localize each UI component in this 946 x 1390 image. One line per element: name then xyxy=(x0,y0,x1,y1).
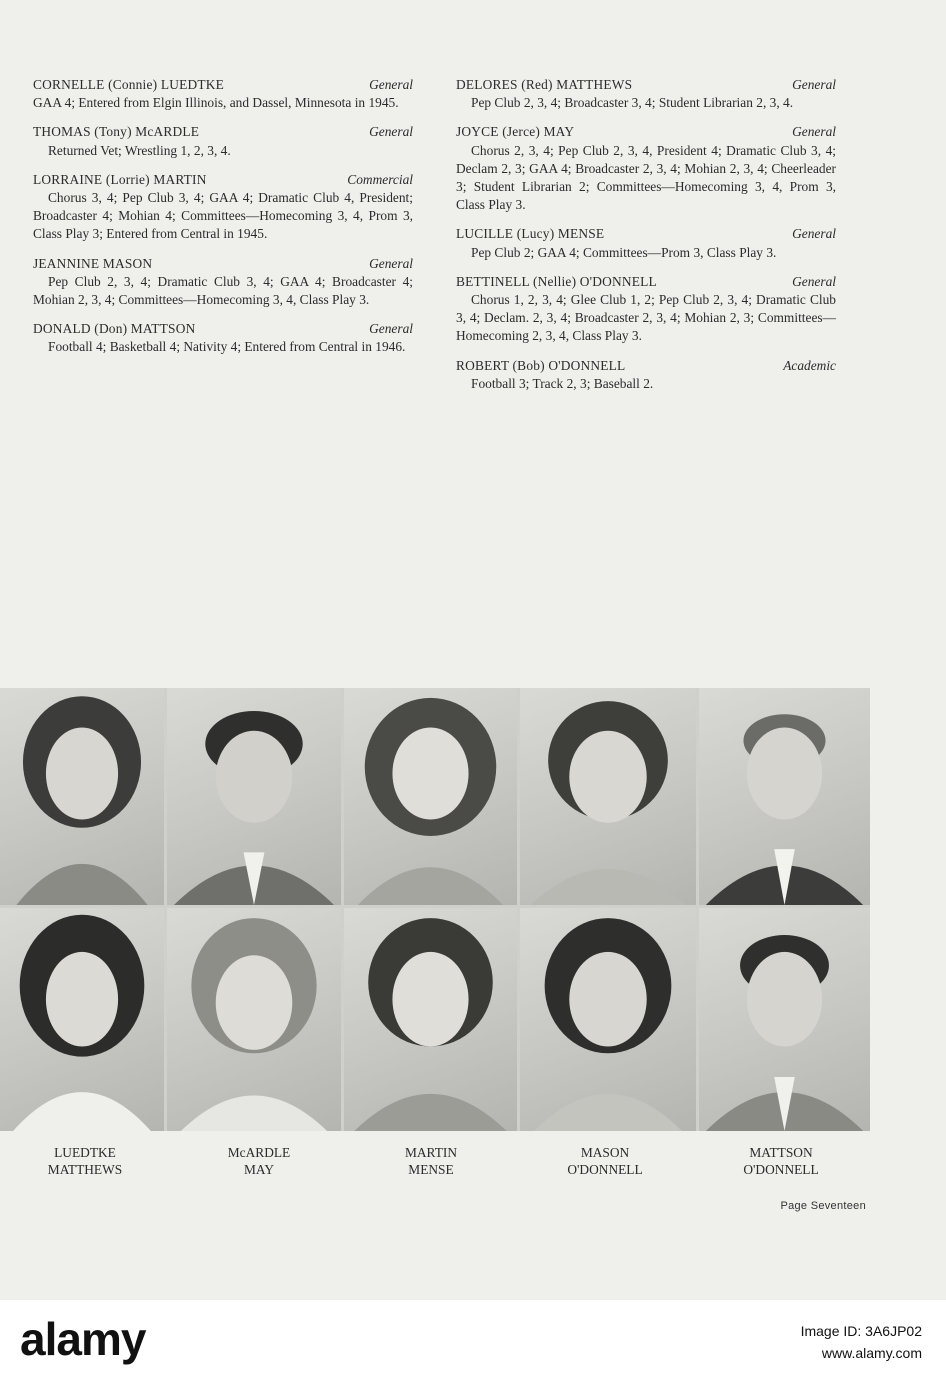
portrait-photo xyxy=(167,908,341,1131)
bio-name: LORRAINE (Lorrie) MARTIN xyxy=(33,171,207,187)
bio-activities: Football 4; Basketball 4; Nativity 4; Entered from Central in 1946. xyxy=(48,339,406,355)
photo-caption xyxy=(10,1144,160,1178)
bio-name: CORNELLE (Connie) LUEDTKE xyxy=(33,77,224,92)
caption-top-name: LUEDTKE xyxy=(54,1145,116,1160)
portrait-photo xyxy=(0,908,164,1131)
bio-entry-luedtke xyxy=(33,76,413,112)
portrait-photo xyxy=(520,688,696,905)
bio-entry-mcardle xyxy=(33,123,413,159)
portrait-photo xyxy=(520,908,696,1131)
bio-activities: Football 3; Track 2, 3; Baseball 2. xyxy=(471,375,654,391)
bio-activities: Pep Club 2; GAA 4; Committees—Prom 3, Class Play 3. xyxy=(471,244,777,260)
page-number: Page Seventeen xyxy=(780,1200,866,1212)
photo-caption xyxy=(184,1144,334,1178)
bio-course: General xyxy=(369,255,413,271)
caption-bottom-name: O'DONNELL xyxy=(743,1162,819,1177)
portrait-photo xyxy=(699,688,870,905)
caption-bottom-name: O'DONNELL xyxy=(567,1162,643,1177)
bio-entry-mense xyxy=(456,225,836,261)
bio-entry-bob-odonnell xyxy=(456,357,836,393)
bio-entry-martin xyxy=(33,171,413,244)
bio-name: DONALD (Don) MATTSON xyxy=(33,321,196,337)
bio-name: THOMAS (Tony) McARDLE xyxy=(33,124,200,140)
caption-bottom-name: MAY xyxy=(243,1162,275,1177)
portrait-photo xyxy=(699,908,870,1131)
caption-top-name: MATTSON xyxy=(749,1145,813,1160)
bio-activities: Chorus 2, 3, 4; Pep Club 2, 3, 4, President 4; Dramatic Club 3, 4; Declam 2, 3; GAA 4; Broadcaster 2, 3, 4; Mohian 2, 3, 4; Cheerleader 3; Student Librarian 2; Committees—Homecoming 3, 4, Prom 3, Class Play 3. xyxy=(456,142,836,213)
bio-entry-matthews xyxy=(456,76,836,112)
left-bio-column xyxy=(33,76,413,368)
photo-caption xyxy=(356,1144,506,1178)
caption-top-name: McARDLE xyxy=(227,1145,291,1160)
bio-course: Commercial xyxy=(347,171,413,187)
bio-name: DELORES (Red) MATTHEWS xyxy=(456,77,633,92)
image-id: Image ID: 3A6JP02 xyxy=(800,1323,922,1339)
bio-entry-mason xyxy=(33,255,413,310)
bio-activities: GAA 4; Entered from Elgin Illinois, and Dassel, Minnesota in 1945. xyxy=(33,95,399,111)
bio-name: JEANNINE MASON xyxy=(33,255,153,271)
caption-top-name: MARTIN xyxy=(404,1145,457,1160)
bio-entry-nellie-odonnell xyxy=(456,273,836,346)
bio-activities: Returned Vet; Wrestling 1, 2, 3, 4. xyxy=(48,142,231,158)
bio-course: General xyxy=(369,124,413,140)
bio-activities: Chorus 1, 2, 3, 4; Glee Club 1, 2; Pep Club 2, 3, 4; Dramatic Club 3, 4; Declam. 2, 3, 4; Broadcaster 2, 3, 4; Mohian 2, 3; Committees—Homecoming 2, 3, 4, Class Play 3. xyxy=(456,292,836,344)
bio-name: JOYCE (Jerce) MAY xyxy=(456,124,575,140)
portrait-photo xyxy=(167,688,341,905)
bio-activities: Pep Club 2, 3, 4; Dramatic Club 3, 4; GAA 4; Broadcaster 4; Mohian 2, 3, 4; Committees—Homecoming 3, 4, Class Play 3. xyxy=(33,273,413,308)
image-id-block xyxy=(801,1320,922,1364)
portrait-grid xyxy=(0,688,870,1131)
portrait-photo xyxy=(0,688,164,905)
bio-activities: Pep Club 2, 3, 4; Broadcaster 3, 4; Student Librarian 2, 3, 4. xyxy=(471,95,794,111)
portrait-photo xyxy=(344,908,517,1131)
bio-course: General xyxy=(369,321,413,337)
bio-name: ROBERT (Bob) O'DONNELL xyxy=(456,357,626,373)
caption-bottom-name: MATTHEWS xyxy=(47,1162,123,1177)
bio-course: Academic xyxy=(783,357,836,373)
bio-course: General xyxy=(792,226,836,242)
caption-top-name: MASON xyxy=(580,1145,630,1160)
bio-activities: Chorus 3, 4; Pep Club 3, 4; GAA 4; Dramatic Club 4, President; Broadcaster 4; Mohian 4; Committees—Homecoming 3, 4, Prom 3, Class Play 3; Entered from Central in 1945. xyxy=(33,190,413,242)
bio-name: LUCILLE (Lucy) MENSE xyxy=(456,226,605,242)
alamy-logo: alamy xyxy=(20,1313,146,1365)
bio-entry-mattson xyxy=(33,320,413,356)
photo-caption xyxy=(530,1144,680,1178)
bio-entry-may xyxy=(456,123,836,214)
stock-footer xyxy=(0,1300,946,1390)
bio-course: General xyxy=(792,124,836,140)
bio-course: General xyxy=(369,77,413,92)
site-url: www.alamy.com xyxy=(821,1345,922,1361)
bio-course: General xyxy=(792,273,836,289)
bio-course: General xyxy=(792,77,836,92)
photo-caption xyxy=(706,1144,856,1178)
caption-bottom-name: MENSE xyxy=(408,1162,454,1177)
portrait-photo xyxy=(344,688,517,905)
bio-name: BETTINELL (Nellie) O'DONNELL xyxy=(456,273,657,289)
right-bio-column xyxy=(456,76,836,404)
